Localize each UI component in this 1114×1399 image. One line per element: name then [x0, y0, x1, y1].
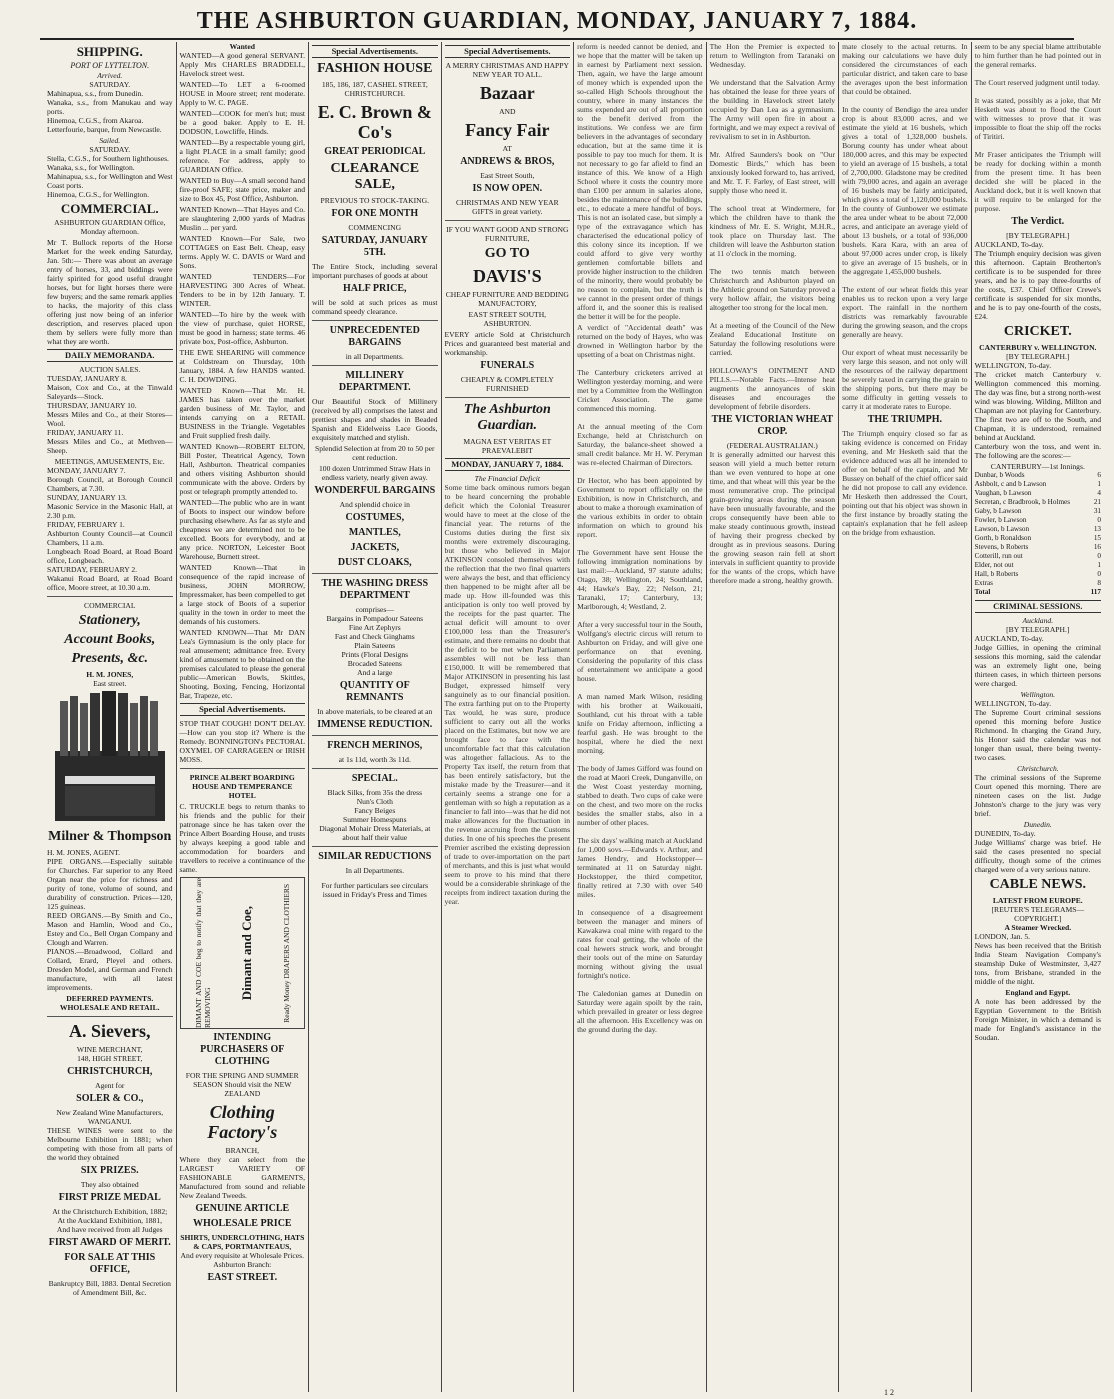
fashion-house: FASHION HOUSE: [317, 61, 433, 76]
batsman-runs: 4: [1097, 489, 1101, 497]
christchurch-text: The criminal sessions of the Supreme Court opened this morning. There are nineteen cases on the list. Judge Johnston's charge to the jury was very brief.: [974, 773, 1101, 818]
deferred-payments: DEFERRED PAYMENTS. WHOLESALE AND RETAIL.: [59, 994, 160, 1012]
branch-address: Ashburton Branch:: [213, 1260, 272, 1269]
washing-item: Fast and Check Ginghams: [334, 632, 415, 641]
prince-albert-title: PRINCE ALBERT BOARDING HOUSE AND TEMPERANCE HOTEL: [189, 773, 295, 800]
millinery-text: Our Beautiful Stock of Millinery (received by all) comprises the latest and prettiest shapes and shades in Beaded Spanish and Eidelweiss Lace Goods, exquisitely matched and stylish.: [312, 397, 438, 442]
bazaar: Bazaar: [479, 83, 535, 103]
verdict-text: AUCKLAND, To-day. The Triumph enquiry decision was given this afternoon. Captain Brotherton's certificate is to be suspended for three years, and he is to pay three-fourths of the costs, £37. Chief Officer Crewe's certificate is suspended for six months, and he is to pay one-fourth of the costs, £24.: [974, 240, 1101, 321]
funerals: FUNERALS: [480, 360, 535, 371]
arrived-day: SATURDAY.: [89, 80, 131, 89]
score-row: [975, 498, 1101, 507]
batsman-name: Fowler, b Lawson: [974, 516, 1027, 524]
col7-wheat: mate closely to the actual returns. In making our calculations we have duly considered the circumstances of each particular district, and taken care to base the averages upon the best information that could be obtained. In the county of Bendigo the area under crop is about 83,000 acres, and we estimate the yield at 16 bushels, which gives a total of 1,328,000 bushels. Borung county has under wheat about 180,000 acres, and this may be expected to yield an average of 15 bushels, a total of 2,700,000. Gladstone may be credited with 79,000 acres, and again an average of 16 bushels may be fairly anticipated, which gives a total of 1,120,000 bushels. In the county of Gunbower we estimate the area under wheat to be about 72,000 acres, and anticipate an average yield of about 13 bushels, or a total of 936,000 bushels. Kara Kara, with an area of about 97,000 acres under crop, is likely to give an average of 15 bushels, or in the aggregate 1,455,000 bushels. The extent of our wheat fields this year enables us to reckon upon a very large export. The rainfall in the northern districts was remarkably favourable during the growing season, and the crops generally are heavy. Our export of wheat must necessarily be very large this season, and not only will the resources of the railway department be severely taxed in carrying the grain to the shipping ports, but there may be some difficulty in getting vessels to carry it at moderate rates to Europe.: [842, 42, 968, 411]
col5-news: A verdict of "Accidental death" was returned on the body of Hayes, who was drowned in Wellington harbor by the upsetting of a boat on Christmas night. The Canterbury cricketers arrived at Wellington yesterday morning, and were met by a Committee from the Wellington Cricket Association. The game commenced this morning. At the annual meeting of the Corn Exchange, held at Christchurch on Saturday, the balance-sheet showed a small credit balance. Mr H. W. Peryman was re-elected Chairman of Directors. Dr Hector, who has been appointed by Government to report officially on the Exhibition, is now in Christchurch, and about to make a thorough examination of the various exhibits in order to obtain information on which to ground his report. The Government have sent House the following immigration nominations by last mail:—Auckland, 97 statute adults; Otago, 38; Wellington, 24; Southland, 44; Hawke's Bay, 22; Nelson, 21; Taranaki, 17; Canterbury, 13; Marlborough, 4; Westland, 2. After a very successful tour in the South, Wolfgang's electric circus will return to Ashburton on Friday, and will give one performance on that evening. Considering the popularity of this class of entertainment we anticipate a good house. A man named Mark Wilson, residing with his brother at Waikouaiti, Southland, cut his throat with a table knife on Friday afternoon, inflicting a fearful gash. He was brought to the hospital, where he died the next morning. The body of James Gifford was found on the road at Maori Creek, Dunganville, on the West Coast yesterday morning, stabbed to death. Two cups of cake were on the chest, and two more on the rocks besides the smaller stabs, also in a number of other places. The six days' walking match at Auckland for 1,000 sovs.—Edwards v. Arthur, and James Hendry, and Hockstopper—terminated at 11 on Saturday night. Hockstopper, the third competitor, finally retired at 7.30 with over 540 miles. In consequence of a disagreement between the manager and miners of Kawakawa coal mine with regard to the rates for coal getting, the whole of the coal hewers struck work, and brought their tools out of the mine on Saturday morning without giving the usual fortnight's notice. The Caledonian games at Dunedin on Saturday were again spoilt by the rain, which prevailed in greater or less degree all the afternoon. His Excellency was on the ground during the day.: [577, 323, 703, 1034]
batsman-runs: 21: [1093, 498, 1101, 506]
batsman-runs: 8: [1097, 579, 1101, 587]
wanted-ad: WANTED Known—That Mr. H. JAMES has taken over the market garden business of Mr. Taylor, and intends carrying on a RETAIL BUSINESS in the Triangle. Vegetables and Fruit supplied fresh daily.: [179, 386, 306, 440]
commercial-text: Mr T. Bullock reports of the Horse Market for the week ending Saturday, Jan. 5th:— There was about an average entry of horses, 33, and biddings were fairly spirited for good useful draught horses, but for light horses there were few buyers; and the same remark applies to hacks, the majority of this class offering just now being of an inferior description, and reserves placed upon them by sellers were fully more than what they are worth.: [47, 238, 173, 346]
score-row: [975, 507, 1101, 516]
untrimmed-hats: 100 dozen Untrimmed Straw Hats in endless variety, nearly given away.: [319, 464, 431, 482]
wanted-ad: WANTED—To hire by the week with the view of purchase, quiet HORSE, must be good in harness; state terms. 46 private box, Post-office, Ashburton.: [179, 310, 306, 346]
soler-name: SOLER & CO.,: [76, 1093, 144, 1104]
column-4: [442, 42, 575, 1392]
divider: [312, 768, 438, 769]
criminal-text: AUCKLAND, To-day. Judge Gillies, in opening the criminal sessions this morning, said the calendar was an extremely light one, being thirteen cases, in which thirteen persons were charged.: [974, 634, 1101, 688]
jones-address: East street.: [93, 679, 127, 688]
commercial-sub: ASHBURTON GUARDIAN Office, Monday afternoon.: [54, 218, 166, 236]
score-row: [975, 570, 1101, 579]
washing-item: Bargains in Pompadour Sateens: [326, 614, 424, 623]
divider: [445, 220, 571, 221]
and-word: AND: [499, 107, 516, 116]
every-article: EVERY article Sold at Christchurch Prices and guaranteed best material and workmanship.: [444, 330, 571, 357]
batsman-name: Vaughan, b Lawson: [974, 489, 1032, 497]
andrews-bros: ANDREWS & BROS,: [460, 156, 555, 167]
steamer-text: LONDON, Jan. 5. News has been received that the British India Steam Navigation Company's steamship Duke of Westminster, 3,427 tons, from Brisbane, stranded in the middle of the night.: [974, 932, 1101, 986]
is-now-open: IS NOW OPEN.: [472, 183, 543, 194]
score-row: [975, 525, 1101, 534]
score-row: [975, 480, 1101, 489]
divider: [312, 320, 438, 321]
washing-title: THE WASHING DRESS DEPARTMENT: [321, 578, 429, 601]
cable-sub: LATEST FROM EUROPE.: [992, 896, 1083, 905]
unprecedented: UNPRECEDENTED BARGAINS: [329, 325, 420, 348]
wanted-ad: WANTED—The public who are in want of Boots to inspect our window before purchasing elsewhere. As far as style and cheapness we are determined not to be excelled. Boots for everybody, and at any price. NORTON, Leicester Boot Warehouse, Burnett street.: [179, 498, 306, 561]
triumph-text: The Triumph enquiry closed so far as taking evidence is concerned on Friday evening, and Mr Hesketh said that the evidence adduced was all he intended to offer on behalf of the captain, and Mr Bussey on behalf of the chief officer said he did not propose to call any evidence. Mr Hesketh then addressed the Court, pointing out that his object was shown in the first instance by broadly stating the captain's explanation that he fell asleep on the bridge from exhaustion.: [842, 429, 968, 537]
davis: DAVIS'S: [472, 266, 542, 286]
meetings-title: MEETINGS, AMUSEMENTS, Etc.: [54, 457, 165, 466]
in-all-2: In all Departments.: [345, 866, 404, 875]
batsman-name: Extras: [974, 579, 993, 587]
batsman-name: Dunbar, b Woods: [974, 471, 1025, 479]
columns: [44, 42, 1104, 1392]
divider: [312, 573, 438, 574]
special-item: Diagonal Mohair Dress Materials, at about half their value: [319, 824, 431, 842]
intending-sub: FOR THE SPRING AND SUMMER SEASON Should visit the NEW ZEALAND: [185, 1071, 299, 1098]
score-row: [975, 471, 1101, 480]
sievers-city: CHRISTCHURCH,: [67, 1066, 153, 1077]
for-sale-text: Bankruptcy Bill, 1883. Dental Secretion of Amendment Bill, &c.: [48, 1279, 171, 1297]
england-text: A note has been addressed by the Egyptian Government to the British Foreign Minister, in which a demand is made for England's assistance in the Soudan.: [974, 997, 1101, 1042]
cheap-furniture: CHEAP FURNITURE AND BEDDING MANUFACTORY,: [445, 290, 569, 308]
victorian-sub: (FEDERAL AUSTRALIAN.): [726, 441, 818, 450]
splendid-choice: And splendid choice in: [339, 500, 410, 509]
wanted-ad: WANTED Known—That in consequence of the rapid increase of business, JOHN MORROW, Impressmaker, has been compelled to get a large stock of Boots of a superior quality in the town in order to meet the demands of his customers.: [179, 563, 306, 626]
column-2: [177, 42, 310, 1392]
batsman-name: Hall, b Roberts: [974, 570, 1019, 578]
merry-christmas: A MERRY CHRISTMAS AND HAPPY NEW YEAR TO ALL.: [445, 61, 569, 79]
east-street: EAST STREET.: [207, 1272, 278, 1283]
brown-co: E. C. Brown & Co's: [317, 102, 432, 142]
clearance-sale: CLEARANCE SALE,: [330, 161, 420, 192]
batsman-name: Secretan, c Bradbrook, b Holmes: [974, 498, 1071, 506]
six-prizes: SIX PRIZES.: [80, 1165, 139, 1176]
go-to: GO TO: [484, 246, 530, 261]
special-item: Fancy Beiges: [354, 806, 396, 815]
also-obtained: They also obtained: [80, 1180, 139, 1189]
batsman-name: Stevens, b Roberts: [974, 543, 1029, 551]
prince-albert-text: C. TRUCKLE begs to return thanks to his friends and the public for their patronage since he has taken over the Prince Albert Boarding House, and trusts by always keeping a good table and accommodation for boarders and travellers to receive a continuance of the same.: [179, 802, 306, 874]
column-3: [309, 42, 442, 1392]
christchurch-heading: Christchurch.: [1016, 764, 1059, 773]
french-merinos: FRENCH MERINOS,: [327, 740, 423, 751]
column-1: [44, 42, 177, 1392]
triumph-title: THE TRIUMPH.: [867, 414, 942, 425]
paper-date: MONDAY, JANUARY 7, 1884.: [445, 458, 571, 471]
dimant-rot-mid: Dimant and Coe,: [238, 905, 254, 1001]
washing-item: Brocaded Sateens: [347, 659, 402, 668]
fancy-fair: Fancy Fair: [465, 120, 550, 140]
auckland-heading: Auckland.: [1022, 616, 1054, 625]
score-row: [975, 561, 1101, 570]
wanted-ad: WANTED—COOK for men's hut; must be a good baker. Apply to E. H. DODSON, Lowcliffe, Hinds.: [179, 109, 306, 136]
will-be-sold: will be sold at such prices as must command speedy clearance.: [312, 298, 438, 316]
verdict-telegraph: [BY TELEGRAPH.]: [1006, 231, 1070, 240]
first-award: FIRST AWARD OF MERIT.: [48, 1237, 171, 1248]
cable-telegraph: [REUTER'S TELEGRAMS—COPYRIGHT.]: [991, 905, 1085, 923]
agent-for: Agent for: [95, 1081, 125, 1090]
score-header: CANTERBURY—1st Innings.: [990, 462, 1085, 471]
auction-text: TUESDAY, JANUARY 8. Maison, Cox and Co., at the Tinwald Saleyards—Stock. THURSDAY, JANUARY 10. Messrs Miles and Co., at their Stores—Wool. FRIDAY, JANUARY 11. Messrs Miles and Co., at Methven—Sheep.: [47, 374, 173, 455]
col6-news: The Hon the Premier is expected to return to Wellington from Taranaki on Wednesday. We understand that the Salvation Army has obtained the lease for three years of the building in Havelock street lately occupied by Dan Lea as a gymnasium. The Army will open fire in about a fortnight, and we may expect a revival of revivalism to set in in Ashburton. Mr. Alfred Saunders's book on "Our Domestic Birds," which has been anxiously looked forward to, has arrived, and Mr. T. F. Farley, of East street, will supply those who need it. The school treat at Windermere, for which the children have to thank the kindness of Mr. E. S. Wright, M.H.R., took place on Thursday last. The children will leave the Ashburton station at 11 o'clock in the morning. The two tennis match between Christchurch and Ashburton played on the Athletic ground on Saturday proved a very hollow affair, the visitors being altogether too strong for the local men. At a meeting of the Council of the New Zealand Educational Institute on Saturday the following resolutions were carried. HOLLOWAY'S OINTMENT AND PILLS.—Notable Facts.—Intense heat augments the annoyances of skin diseases and encourages the development of febrile disorders.: [709, 42, 836, 411]
col5-article: reform is needed cannot be denied, and we hope that the matter will be taken up in earnest by Parliament next session. Then, again, we have the large amount of money which is expended upon the so-called High Schools throughout the country, where in many instances the sums expended are out of all proportion to the benefit derived from the institutions. We confess we are firm believers in the advantages of secondary education, but at the same time it is possible to pay too much for them. It is not necessary to go far afield to find an instance of this. We know of a High School where it costs the country more than £100 per annum in salaries alone, besides the maintenance of the buildings, etc., to educate a mere handful of boys. This is not an isolated case, but simply a type of the extravagance which has characterised the educational policy of this colony since its inception. If we could afford to give very worthy gentlemen comfortable billets and provide higher instruction to the children of the minority, there would probably be no reason to complain, but the truth is we cannot in the present order of things afford it, and the sooner this is realised the better it will be for the people.: [577, 42, 703, 321]
batsman-name: Elder, not out: [974, 561, 1014, 569]
cricket-text: WELLINGTON, To-day. The cricket match Canterbury v. Wellington commenced this morning. The day was fine, but a strong north-west wind was blowing. Wilding, Millton and Chapman are not playing for Canterbury. The first two are off to the South, and Chapman, it is understood, remained behind at Auckland. Canterbury won the toss, and went in. The following are the scores:—: [974, 361, 1101, 460]
wanted-ad: WANTED TENDERS—For HARVESTING 300 Acres of Wheat. Tenders to be in by 12th January. T. WINTER.: [179, 272, 306, 308]
special-heading: SPECIAL.: [351, 773, 398, 784]
branch: BRANCH,: [225, 1146, 260, 1155]
batsman-runs: 0: [1097, 516, 1101, 524]
wanted-ads: [180, 51, 306, 700]
stationery-3: Presents, &c.: [71, 651, 149, 666]
criminal-telegraph: [BY TELEGRAPH.]: [1006, 625, 1070, 634]
sievers-address: 148, HIGH STREET,: [77, 1054, 143, 1063]
entire-stock: The Entire Stock, including several important purchases of goods at about: [312, 262, 438, 280]
wanted-ad: WANTED Known—That Hayes and Co. are slaughtering 2,000 yards of Madras Muslin ... per yard.: [179, 205, 306, 232]
dust-cloaks: DUST CLOAKS,: [337, 557, 412, 568]
particulars: For further particulars see circulars issued in Friday's Press and Times: [321, 881, 429, 899]
washing-item: Plain Sateens: [354, 641, 396, 650]
sailed-text: Stella, C.G.S., for Southern lighthouses. Wanaka, s.s., for Wellington. Mahinapua, s.s., for Wellington and West Coast ports. Hinemoa, C.G.S., for Wellington.: [47, 154, 173, 199]
steamer-heading: A Steamer Wrecked.: [1004, 923, 1072, 932]
sievers-sub: WINE MERCHANT,: [76, 1045, 143, 1054]
dimant-rot-right: Ready Money DRAPERS AND CLOTHIERS: [281, 883, 291, 1023]
auction-title: AUCTION SALES.: [79, 365, 141, 374]
similar-reductions: SIMILAR REDUCTIONS: [318, 851, 432, 862]
all-judges: And have received from all Judges: [56, 1225, 163, 1234]
masthead: THE ASHBURTON GUARDIAN, MONDAY, JANUARY 7, 1884.: [196, 8, 918, 34]
christmas-gifts: CHRISTMAS AND NEW YEAR GIFTS in great variety.: [455, 198, 559, 216]
wines-text: THESE WINES were sent to the Melbourne Exhibition in 1881; when competing with those from all parts of the world they obtained: [47, 1126, 173, 1162]
previous: PREVIOUS TO STOCK-TAKING.: [320, 196, 430, 205]
french-price: at 1s 11d, worth 3s 11d.: [338, 755, 411, 764]
cricket-sub: CANTERBURY v. WELLINGTON.: [979, 343, 1097, 352]
wanted-ad: WANTED—By a respectable young girl, a light PLACE in a small family; good reference. For address, apply to GUARDIAN Office.: [179, 138, 306, 174]
meetings-text: MONDAY, JANUARY 7. Borough Council, at Borough Council Chambers, at 7.30. SUNDAY, JANUARY 13. Masonic Service in the Masonic Hall, at 2.30 p.m. FRIDAY, FEBRUARY 1. Ashburton County Council—at Council Chambers, 11 a.m. Longbeach Road Board, at Road Board office, Longbeach. SATURDAY, FEBRUARY 2. Wakanui Road Board, at Road Board office, Moore street, at 10.30 a.m.: [47, 466, 173, 592]
divider: [47, 1016, 173, 1017]
divider: [445, 397, 571, 398]
score-total-row: [975, 588, 1101, 597]
cough-ad: STOP THAT COUGH! DON'T DELAY.—How can you stop it? Where is the Remedy. BONNINGTON's PECTORAL OXYMEL OF CARRAGEEN or IRISH MOSS.: [179, 719, 306, 764]
wholesale-price: WHOLESALE PRICE: [192, 1218, 292, 1229]
washing-item: Fine Art Zephyrs: [348, 623, 401, 632]
commencing: COMMENCING: [348, 223, 402, 232]
washing-item: And a large: [357, 668, 393, 677]
sievers-name: A. Sievers,: [69, 1021, 151, 1041]
paper-motto: MAGNA EST VERITAS ET PRAEVALEBIT: [463, 437, 552, 455]
batsman-runs: 13: [1093, 525, 1101, 533]
cricket-title: CRICKET.: [1003, 324, 1072, 339]
branch-text: Where they can select from the LARGEST VARIETY OF FASHIONABLE GARMENTS, Manufactured from sound and reliable New Zealand Tweeds.: [179, 1155, 306, 1200]
for-sale: FOR SALE AT THIS OFFICE,: [64, 1252, 156, 1275]
divider: [312, 846, 438, 847]
criminal-title: CRIMINAL SESSIONS.: [975, 600, 1101, 613]
intending-title: INTENDING PURCHASERS OF CLOTHING: [200, 1032, 285, 1067]
washing-items: [312, 614, 438, 677]
batsman-runs: 1: [1097, 480, 1101, 488]
wanted-ad: WANTED—A good general SERVANT. Apply Mrs CHARLES BRADDELL, Havelock street west.: [179, 51, 306, 78]
score-total-label: Total: [974, 588, 991, 596]
genuine-article: GENUINE ARTICLE: [195, 1203, 290, 1214]
wanted-ad: WANTED—To LET a 6-roomed HOUSE in Moore street; rent moderate. Apply to W. C. PAGE.: [179, 80, 306, 107]
batsman-runs: 6: [1097, 471, 1101, 479]
batsman-runs: 16: [1093, 543, 1101, 551]
immense-reduction: IMMENSE REDUCTION.: [317, 719, 433, 730]
dunedin-text: DUNEDIN, To-day. Judge Williams' charge was brief. He said the cases presented no special difficulty, though some of the crimes charged were of a very serious nature.: [974, 829, 1101, 874]
milner-thompson: Milner & Thompson: [48, 829, 172, 844]
comprises: comprises—: [355, 605, 394, 614]
score-row: [975, 552, 1101, 561]
quantity-remnants: QUANTITY OF REMNANTS: [339, 680, 410, 703]
if-you-want: IF YOU WANT GOOD AND STRONG FURNITURE,: [446, 225, 569, 243]
batsman-runs: 1: [1097, 561, 1101, 569]
divider: [312, 735, 438, 736]
dimant-rot-left: DIMANT AND COE beg to notify that they are REMOVING: [193, 878, 212, 1028]
column-6: [707, 42, 840, 1392]
special-title: Special Advertisements.: [312, 45, 438, 58]
wonderful-bargains: WONDERFUL BARGAINS: [314, 485, 436, 496]
wanganui: WANGANUI.: [87, 1117, 132, 1126]
commercial-2: COMMERCIAL: [84, 601, 136, 610]
batsman-runs: 0: [1097, 552, 1101, 560]
milner-text: H. M. JONES, AGENT. PIPE ORGANS.—Especially suitable for Churches. Far superior to any Reed Organ near the price for richness and purity of tone, volume of sound, and durability of construction. Prices—120, 125 guineas. REED ORGANS.—By Smith and Co., Mason and Hamlin, Wood and Co., Estey and Co., Bell Organ Company and Clough and Warren. PIANOS.—Broadwood, Collard and Collard, Erard, Pleyel and others. Dresden Model, and German and French manufacture, with all latest improvements.: [47, 848, 173, 992]
at-word: AT: [502, 144, 512, 153]
wanted-ad: WANTED KNOWN—That Mr DAN Lea's Gymnasium is the only place for real amusement; admittance free. Every kind of amusement to be obtained on the premises calculated to please the general public—American Bowls, Skittles, Shooting, Boxing, Fencing, Horizontal Bar, Trapeze, etc.: [179, 628, 306, 700]
one-month: FOR ONE MONTH: [331, 208, 419, 219]
funerals-sub: CHEAPLY & COMPLETELY FURNISHED: [460, 375, 554, 393]
financial-text: Some time back ominous rumors began to be heard concerning the probable deficit which the Colonial Treasurer would have to meet at the close of the financial year. The returns of the Customs duties during the first six months were extremely discouraging, but those who believed in Major ATKINSON consoled themselves with the reflection that the two final quarters were always the best, and that efficiency then happened to be might after all be made up. How ill-founded was this anticipation is only too well proved by the receipts for the past quarter. The actual deficit will amount to over £100,000 less than the Treasurer's estimate, and there remains no doubt that the deficit to be met when Parliament assembles will not be less than £150,000. It will be remembered that Major ATKINSON in presenting his last Budget, expressed himself very sanguinely as to our financial position. The extra farthing put on to the Property Tax would, he was sure, produce sufficient to carry out all the works placed on the Estimates, but now we are brought face to face with the uncomfortable fact that this calculation was altogether fallacious. As to the Property Tax itself, the return from that has been entirely satisfactory, but the mistake made by the Treasurer—and it certainly seems a strange one for a gentleman with so high a reputation as a financier to fall into—was that he did not make allowances for the fluctuation in the revenue accruing from the Customs duties. In one of his speeches the present Premier ascribed the existing depression of trade to over-importation on the part of merchants, and this is just what would seem to prove to his mind that there would be a considerable shrinkage of the receipts from indirect taxation during the year.: [444, 483, 571, 906]
first-prize: FIRST PRIZE MEDAL: [58, 1192, 161, 1203]
in-above: In above materials, to be cleared at an: [317, 707, 433, 716]
batsman-name: Gorth, b Ronaldson: [974, 534, 1032, 542]
column-8: [972, 42, 1104, 1392]
washing-item: Prints (Floral Designs: [341, 650, 409, 659]
wellington-heading: Wellington.: [1020, 690, 1056, 699]
dunedin-heading: Dunedin.: [1023, 820, 1052, 829]
special-title: Special Advertisements.: [445, 45, 571, 58]
wanted-ad: WANTED to Buy—A small second hand fire-proof SAFE; state price, maker and size to Box 45, Post Office, Ashburton.: [179, 176, 306, 203]
financial-title: The Financial Deficit: [474, 474, 540, 483]
shirts: SHIRTS, UNDERCLOTHING, HATS & CAPS, PORTMANTEAUS,: [180, 1233, 305, 1251]
auckland-exhibition: At the Auckland Exhibition, 1881,: [57, 1216, 163, 1225]
batsman-name: Cotterill, run out: [974, 552, 1023, 560]
batsman-name: Lawson, b Lawson: [974, 525, 1030, 533]
score-row: [975, 579, 1101, 588]
christchurch: CHRISTCHURCH.: [344, 89, 406, 98]
daily-title: DAILY MEMORANDA.: [47, 349, 173, 362]
pipe-organ-icon: [50, 691, 170, 826]
cable-title: CABLE NEWS.: [989, 877, 1087, 892]
divider: [47, 596, 173, 597]
wellington-text: WELLINGTON, To-day. The Supreme Court criminal sessions opened this morning before Justice Richmond. In charging the Grand Jury, his Honor said the calendar was not longer than usual, there being twenty-two cases.: [974, 699, 1101, 762]
score-row: [975, 543, 1101, 552]
half-price: HALF PRICE,: [343, 283, 407, 294]
score-row: [975, 534, 1101, 543]
special-item: Black Silks, from 35s the dress: [327, 788, 423, 797]
fashion-address: 185, 186, 187, CASHEL STREET,: [321, 80, 428, 89]
east-street-south: East Street South,: [480, 171, 535, 180]
jones-name: H. M. JONES,: [86, 670, 134, 679]
sailed-heading: Sailed.: [99, 136, 121, 145]
sailed-day: SATURDAY.: [89, 145, 131, 154]
scorecard: [975, 471, 1101, 588]
paper-title: The Ashburton Guardian.: [463, 402, 551, 433]
divider: [312, 365, 438, 366]
clothing-factory: Clothing Factory's: [207, 1102, 278, 1142]
col8-text: seem to be any special blame attributable to him further than he had pointed out in the general remarks. The Court reserved judgment until today. It was stated, possibly as a joke, that Mr Hesketh was about to flood the Court with witnesses to prove that it was impossible to float the ship off the rocks of Tiritiri. Mr Fraser anticipates the Triumph will be ready for docking within a month from the present time. It has been decided she will be placed in the Auckland dock, but it is well known that it will require to be enlarged for the purpose.: [974, 42, 1101, 213]
cricket-telegraph: [BY TELEGRAPH.]: [1006, 352, 1070, 361]
arrived-text: Mahinapua, s.s., from Dunedin. Wanaka, s.s., from Manukau and way ports. Hinemoa, C.G.S., from Akaroa. Letterfourie, barque, from Newcastle.: [47, 89, 173, 134]
organ-illustration: [50, 691, 170, 826]
special-title: Special Advertisements.: [180, 703, 306, 716]
score-row: [975, 489, 1101, 498]
batsman-runs: 15: [1093, 534, 1101, 542]
batsman-runs: 31: [1093, 507, 1101, 515]
east-south: EAST STREET SOUTH, ASHBURTON.: [468, 310, 547, 328]
cch-exhibition: At the Christchurch Exhibition, 1882;: [52, 1207, 168, 1216]
stationery-2: Account Books,: [64, 632, 156, 647]
verdict-title: The Verdict.: [1011, 216, 1065, 227]
special-items: [312, 788, 438, 842]
shipping-sub: PORT OF LYTTELTON.: [70, 61, 150, 70]
splendid-selection: Splendid Selection at from 20 to 50 per cent reduction.: [314, 444, 435, 462]
shirts-sub: And every requisite at Wholesale Prices.: [180, 1251, 304, 1260]
wanted-title: Wanted: [229, 42, 255, 51]
special-item: Summer Homespuns: [343, 815, 407, 824]
mantles: MANTLES,: [348, 527, 401, 538]
special-item: Nun's Cloth: [356, 797, 393, 806]
wanted-ad: THE EWE SHEARING will commence at Coldstream on Thursday, 10th January, 1884. A few HANDS wanted. C. H. DOWDING.: [179, 348, 306, 384]
millinery-title: MILLINERY DEPARTMENT.: [338, 370, 411, 393]
column-5: [574, 42, 707, 1392]
score-total-value: 117: [1090, 588, 1101, 596]
victorian-text: It is generally admitted our harvest this season will yield a much better return than we even ventured to hope at one time, and that wheat will this year be the most remunerative crop. The principal grain-growing areas during the season have been unusually favourable, and the crops consequently have been able to make steady continuous growth, instead of having their progress checked by drought as in previous seasons. During the growing season rain fell at short intervals in sufficient quantity to provide for the wants of the crops, which have therefore made a strong, healthy growth.: [709, 450, 836, 585]
costumes: COSTUMES,: [345, 512, 405, 523]
divider: [180, 768, 306, 769]
arrived-heading: Arrived.: [97, 71, 123, 80]
dimant-coe-ad: [180, 877, 306, 1029]
in-all: in all Departments.: [345, 352, 404, 361]
great-periodical: GREAT PERIODICAL: [324, 146, 426, 157]
stationery-1: Stationery,: [78, 613, 141, 628]
score-row: [975, 516, 1101, 525]
victorian-title: THE VICTORIAN WHEAT CROP.: [711, 414, 834, 437]
column-7: [839, 42, 972, 1392]
commercial-title: COMMERCIAL.: [60, 201, 159, 216]
jackets: JACKETS,: [350, 542, 400, 553]
shipping-title: SHIPPING.: [76, 44, 143, 59]
saturday: SATURDAY, JANUARY 5TH.: [321, 235, 428, 258]
masthead-rule: [40, 38, 1074, 40]
page-number: 1 2: [884, 1388, 894, 1397]
batsman-name: Ashbolt, c and b Lawson: [974, 480, 1047, 488]
batsman-runs: 0: [1097, 570, 1101, 578]
wanted-ad: WANTED Known—For Sale, two COTTAGES on East Belt. Cheap, easy terms. Apply W. C. DAVIS or Ward and Sons.: [179, 234, 306, 270]
nz-wine: New Zealand Wine Manufacturers,: [56, 1108, 164, 1117]
wanted-ad: WANTED Known—ROBERT ELTON, Bill Poster, Theatrical Agency, Town Hall, Ashburton. Theatrical companies and others visiting Ashburton should communicate with the above. Orders by post or telegraph promptly attended to.: [179, 442, 306, 496]
batsman-name: Gaby, b Lawson: [974, 507, 1022, 515]
england-heading: England and Egypt.: [1005, 988, 1071, 997]
